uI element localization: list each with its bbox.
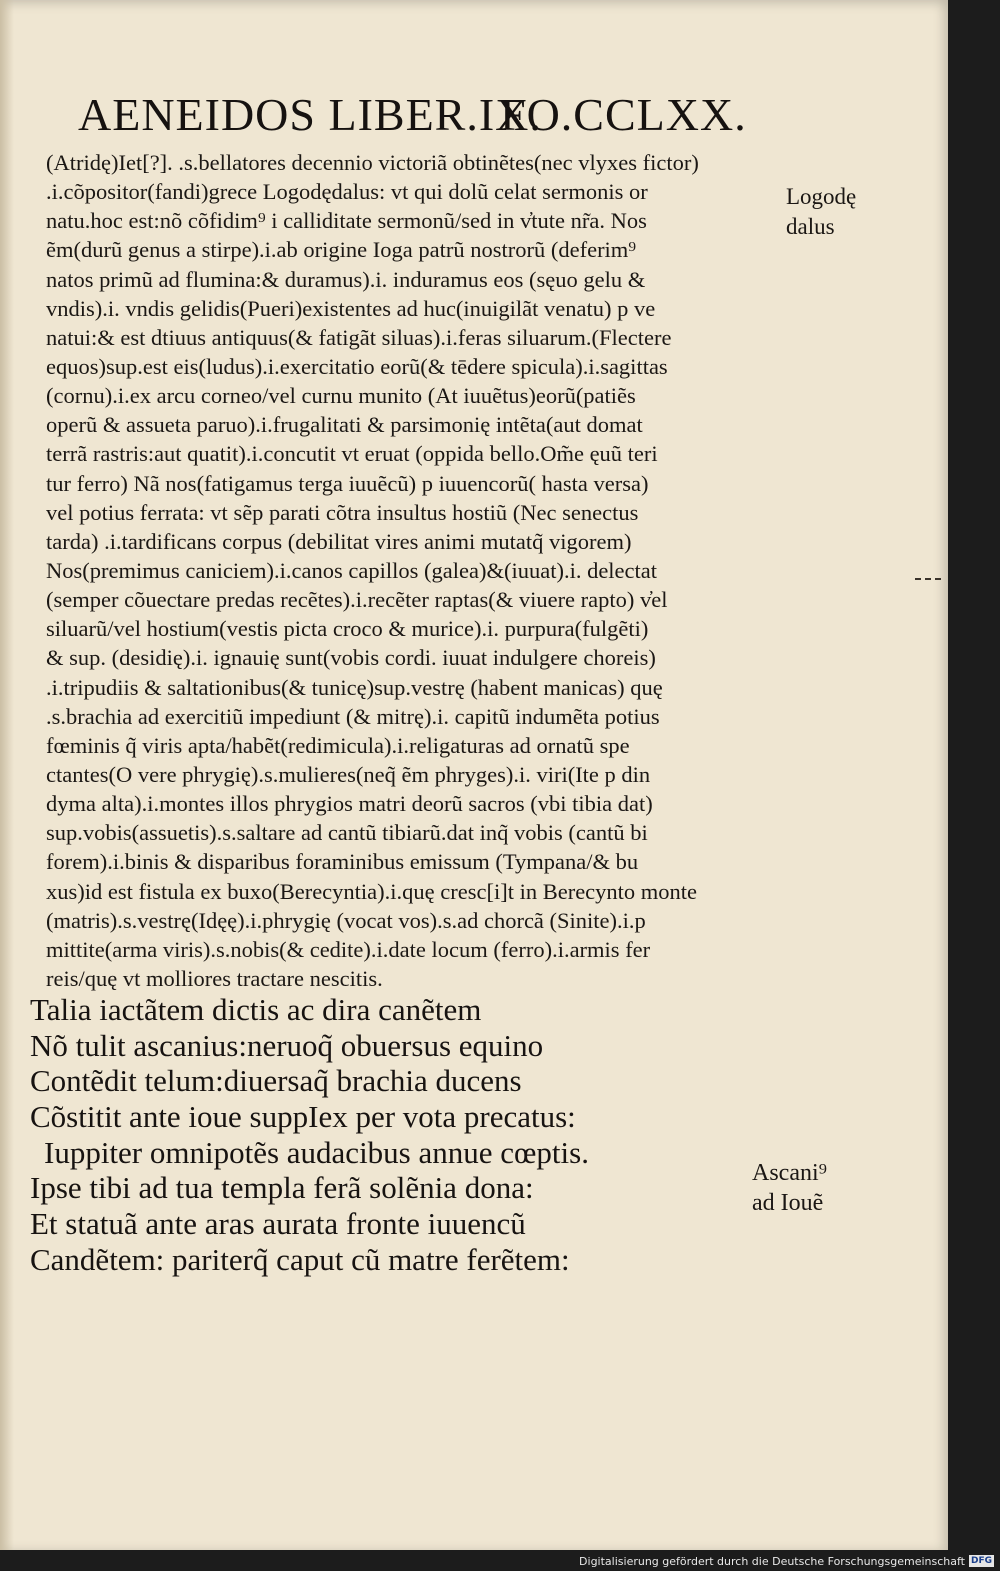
commentary-line: vndis).i. vndis gelidis(Pueri)existentes ad huc(inuigilãt venatu) p ve (46, 295, 656, 321)
header-title: AENEIDOS LIBER.IX. (78, 89, 542, 140)
commentary-line: xus)id est fistula ex buxo(Berecyntia).i.quę cresc[i]t in Berecynto monte (46, 878, 698, 904)
margin-note-ascanius (752, 1158, 827, 1218)
commentary-line: fœminis q̃ viris apta/habẽt(redimicula).i.religaturas ad ornatũ spe (46, 732, 630, 758)
commentary-line: tur ferro) Nã nos(fatigamus terga iuuẽcũ) p iuuencorũ( hasta versa) (46, 470, 649, 496)
commentary-line: sup.vobis(assuetis).s.saltare ad cantũ tibiarũ.dat inq̃ vobis (cantũ bi (46, 820, 648, 846)
commentary-line: (semper cõuectare predas recẽtes).i.recẽter raptas(& viuere rapto) v̓el (46, 587, 668, 613)
verse-line: Cõstitit ante ioue suppIex per vota precatus: (30, 1099, 576, 1135)
commentary-line: siluarũ/vel hostium(vestis picta croco & murice).i. purpura(fulgẽti) (46, 616, 649, 642)
margin-note-logodedalus (786, 182, 856, 242)
commentary-block (46, 148, 786, 993)
commentary-line: natui:& est dtiuus antiquus(& fatigãt siluas).i.feras siluarum.(Flectere (46, 324, 672, 350)
margin-mark (915, 578, 941, 582)
commentary-line: ẽm(durũ genus a stirpe).i.ab origine Ioga patrũ nostrorũ (deferim⁹ (46, 237, 637, 263)
commentary-line: & sup. (desidię).i. ignauię sunt(vobis cordi. iuuat indulgere choreis) (46, 645, 656, 671)
verse-line: Et statuã ante aras aurata fronte iuuencũ (30, 1206, 526, 1242)
commentary-line: Nos(premimus caniciem).i.canos capillos (galea)&(iuuat).i. delectat (46, 557, 658, 583)
margin-note-line: ad Iouẽ (752, 1190, 824, 1216)
margin-note-line: dalus (786, 214, 835, 239)
dfg-logo: DFG (970, 1556, 992, 1566)
verse-line: Contẽdit telum:diuersaq̃ brachia ducens (30, 1063, 522, 1099)
footer-text: Digitalisierung gefördert durch die Deutsche Forschungsgemeinschaft (579, 1554, 965, 1568)
commentary-line: vel potius ferrata: vt sẽp parati cõtra insultus hostiũ (Nec senectus (46, 499, 639, 525)
commentary-line: (matris).s.vestrę(Idęę).i.phrygię (vocat vos).s.ad chorcã (Sinite).i.p (46, 907, 646, 933)
commentary-line: reis/quę vt molliores tractare nescitis. (46, 965, 383, 991)
commentary-line: .i.cõpositor(fandi)grece Logodędalus: vt qui dolũ celat sermonis or (46, 179, 648, 205)
commentary-line: equos)sup.est eis(ludus).i.exercitatio eorũ(& tēdere spicula).i.sagittas (46, 353, 668, 379)
commentary-line: (Atridę)Iet[?]. .s.bellatores decennio victoriã obtinẽtes(nec vlyxes fictor) (46, 150, 699, 175)
commentary-line: .s.brachia ad exercitiũ impediunt (& mitrę).i. capitũ indumẽta potius (46, 703, 660, 729)
commentary-line: terrã rastris:aut quatit).i.concutit vt eruat (oppida bello.Om̃e ęuũ teri (46, 441, 658, 467)
margin-note-line: Logodę (786, 184, 857, 209)
commentary-line: natu.hoc est:nõ cõfidim⁹ i calliditate sermonũ/sed in v̓tute nr̃a. Nos (46, 208, 647, 234)
verse-line: Ipse tibi ad tua templa ferã solẽnia dona: (30, 1170, 534, 1206)
digitization-footer (579, 1553, 994, 1569)
commentary-line: tarda) .i.tardificans corpus (debilitat vires animi mutatq̃ vigorem) (46, 528, 632, 554)
commentary-line: (cornu).i.ex arcu corneo/vel curnu munito (At iuuẽtus)eorũ(patiẽs (46, 383, 636, 409)
verse-line: Nõ tulit ascanius:neruoq̃ obuersus equino (30, 1027, 544, 1063)
verse-block (30, 992, 730, 1278)
commentary-line: dyma alta).i.montes illos phrygios matri deorũ sacros (vbi tibia dat) (46, 791, 653, 817)
commentary-line: mittite(arma viris).s.nobis(& cedite).i.date locum (ferro).i.armis fer (46, 936, 651, 962)
commentary-line: forem).i.binis & disparibus foraminibus emissum (Tympana/& bu (46, 849, 639, 875)
margin-note-line: Ascani⁹ (752, 1160, 828, 1186)
running-header (78, 88, 758, 138)
verse-line: Candẽtem: pariterq̃ caput cũ matre ferẽtem: (30, 1241, 570, 1277)
commentary-line: natos primũ ad flumina:& duramus).i. induramus eos (sęuo gelu & (46, 266, 646, 292)
verse-line: Talia iactãtem dictis ac dira canẽtem (30, 992, 482, 1027)
commentary-line: operũ & assueta paruo).i.frugalitati & parsimonię intẽta(aut domat (46, 412, 643, 438)
commentary-line: ctantes(O vere phrygię).s.mulieres(neq̃ ẽm phryges).i. viri(Ite p din (46, 761, 651, 787)
verse-line: Iuppiter omnipotẽs audacibus annue cœptis. (44, 1134, 589, 1170)
commentary-line: .i.tripudiis & saltationibus(& tunicę)sup.vestrę (habent manicas) quę (46, 674, 663, 700)
folio-number: FO.CCLXX. (500, 89, 747, 140)
